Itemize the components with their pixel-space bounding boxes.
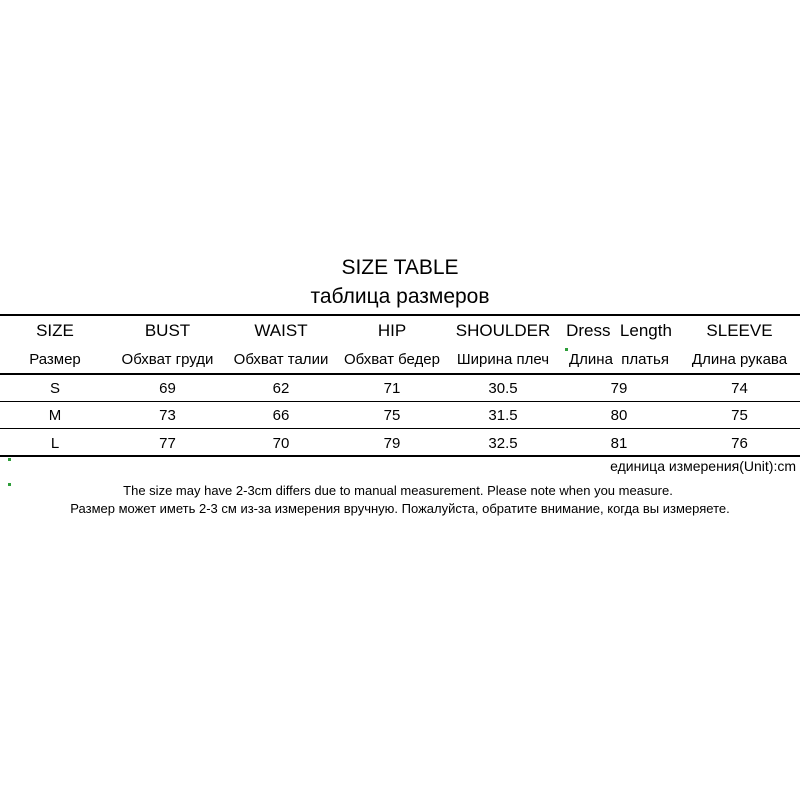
column-header-shoulder-ru: Ширина плеч: [456, 350, 550, 368]
table-header-row-ru: [0, 346, 800, 372]
column-header-sleeve: SLEEVE: [706, 321, 773, 340]
measurement-note-en: The size may have 2-3cm differs due to manual measurement. Please note when you measure.: [123, 483, 673, 498]
table-row: [0, 374, 800, 402]
column-header-dress-length-ru: Длина платья: [569, 350, 669, 368]
column-header-size: SIZE: [36, 321, 74, 340]
measurement-note-ru: Размер может иметь 2-3 см из-за измерения вручную. Пожалуйста, обратите внимание, когда вы измеряете.: [70, 501, 730, 516]
column-header-shoulder: SHOULDER: [455, 321, 551, 340]
table-row: [0, 401, 800, 429]
cell-bust: 73: [159, 406, 176, 424]
size-table-title: SIZE TABLE: [341, 256, 459, 279]
column-header-bust-ru: Обхват груди: [121, 350, 214, 368]
cell-sleeve: 74: [731, 379, 748, 397]
column-header-size-ru: Размер: [29, 350, 81, 368]
table-bottom-rule: [0, 455, 800, 457]
cell-hip: 79: [383, 434, 401, 452]
cell-dress-length: 81: [610, 434, 628, 452]
column-header-hip-ru: Обхват бедер: [344, 350, 440, 368]
cell-dress-length: 80: [610, 406, 628, 424]
cell-shoulder: 32.5: [488, 434, 518, 452]
cell-size: S: [49, 379, 60, 397]
cell-sleeve: 75: [731, 406, 748, 424]
table-row: [0, 429, 800, 457]
cell-bust: 69: [159, 379, 176, 397]
column-header-sleeve-ru: Длина рукава: [691, 350, 788, 368]
cell-bust: 77: [159, 434, 176, 452]
cell-dress-length: 79: [610, 379, 628, 397]
cell-size: L: [50, 434, 60, 452]
column-header-waist-ru: Обхват талии: [233, 350, 329, 368]
cell-hip: 75: [383, 406, 401, 424]
cell-waist: 66: [272, 406, 290, 424]
cell-shoulder: 31.5: [488, 406, 518, 424]
green-tick-mark: [8, 458, 11, 461]
cell-size: M: [48, 406, 62, 424]
table-top-rule: [0, 314, 800, 316]
cell-waist: 62: [272, 379, 290, 397]
size-table-subtitle: таблица размеров: [310, 285, 490, 308]
cell-hip: 71: [383, 379, 401, 397]
cell-shoulder: 30.5: [488, 379, 518, 397]
table-header-row-en: [0, 318, 800, 344]
green-tick-mark: [565, 348, 568, 351]
column-header-hip: HIP: [377, 321, 407, 340]
cell-sleeve: 76: [731, 434, 748, 452]
column-header-dress-length: Dress Length: [566, 321, 672, 340]
column-header-bust: BUST: [144, 321, 191, 340]
unit-note: единица измерения(Unit):cm: [610, 458, 796, 474]
green-tick-mark: [8, 483, 11, 486]
cell-waist: 70: [272, 434, 290, 452]
column-header-waist: WAIST: [254, 321, 308, 340]
